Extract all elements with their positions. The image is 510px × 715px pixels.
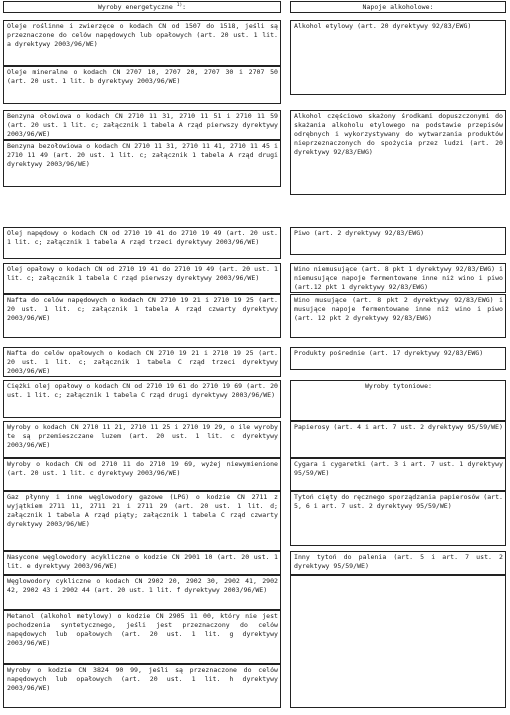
table-row: Nafta do celów opałowych o kodach CN 2710 19 21 i 2710 19 25 (art. 20 ust. 1 lit. c; załącznik 1 tabela C rząd trzeci dyrektywy 2003/96/WE)	[3, 347, 281, 377]
header-energy-label: Wyroby energetyczne	[97, 3, 173, 11]
table-row: Wino musujące (art. 8 pkt 2 dyrektywy 92/83/EWG) i musujące napoje fermentowane inne niż wino i piwo (art. 12 pkt 2 dyrektywy 92/83/EWG)	[290, 294, 506, 338]
empty-cell	[290, 575, 506, 708]
table-row: Oleje mineralne o kodach CN 2707 10, 2707 20, 2707 30 i 2707 50 (art. 20 ust. 1 lit. b dyrektywy 2003/96/WE)	[3, 66, 281, 104]
table-row: Benzyna bezołowiowa o kodach CN 2710 11 31, 2710 11 41, 2710 11 45 i 2710 11 49 (art. 20 ust. 1 lit. c; załącznik 1 tabela A rząd drugi dyrektywy 2003/96/WE)	[3, 140, 281, 187]
header-energy-products	[3, 1, 281, 13]
table-row: Węglowodory cykliczne o kodach CN 2902 20, 2902 30, 2902 41, 2902 42, 2902 43 i 2902 44 (art. 20 ust. 1 lit. f dyrektywy 2003/96/WE)	[3, 575, 281, 610]
table-row: Piwo (art. 2 dyrektywy 92/83/EWG)	[290, 227, 506, 255]
table-row: Alkohol etylowy (art. 20 dyrektywy 92/83/EWG)	[290, 20, 506, 95]
table-row: Olej napędowy o kodach CN od 2710 19 41 do 2710 19 49 (art. 20 ust. 1 lit. c; załącznik 1 tabela A rząd trzeci dyrektywy 2003/96/WE)	[3, 227, 281, 259]
table-row: Nasycone węglowodory acykliczne o kodzie CN 2901 10 (art. 20 ust. 1 lit. e dyrektywy 2003/96/WE)	[3, 551, 281, 575]
header-energy-colon: :	[182, 3, 187, 11]
header-footnote-marker: 1)	[176, 2, 183, 8]
table-row: Wino niemusujące (art. 8 pkt 1 dyrektywy 92/83/EWG) i niemusujące napoje fermentowane inne niż wino i piwo (art.12 pkt 1 dyrektywy 92/83/EWG)	[290, 263, 506, 293]
table-row: Wyroby o kodach CN od 2710 11 do 2710 19 69, wyżej niewymienione (art. 20 ust. 1 lit. c dyrektywy 2003/96/WE)	[3, 458, 281, 491]
header-alcoholic-beverages: Napoje alkoholowe:	[290, 1, 506, 13]
table-row: Ciężki olej opałowy o kodach CN od 2710 19 61 do 2710 19 69 (art. 20 ust. 1 lit. c; załącznik 1 tabela C rząd drugi dyrektywy 2003/96/WE)	[3, 380, 281, 418]
table-row: Papierosy (art. 4 i art. 7 ust. 2 dyrektywy 95/59/WE)	[290, 421, 506, 458]
table-row: Inny tytoń do palenia (art. 5 i art. 7 ust. 2 dyrektywy 95/59/WE)	[290, 551, 506, 575]
table-row: Tytoń cięty do ręcznego sporządzania papierosów (art. 5, 6 i art. 7 ust. 2 dyrektywy 95/59/WE)	[290, 491, 506, 546]
table-row: Benzyna ołowiowa o kodach CN 2710 11 31, 2710 11 51 i 2710 11 59 (art. 20 ust. 1 lit. c; załącznik 1 tabela A rząd pierwszy dyrektywy 2003/96/WE)	[3, 110, 281, 140]
table-row: Nafta do celów napędowych o kodach CN 2710 19 21 i 2710 19 25 (art. 20 ust. 1 lit. c; załącznik 1 tabela A rząd czwarty dyrektywy 2003/96/WE)	[3, 294, 281, 338]
table-row: Oleje roślinne i zwierzęce o kodach CN od 1507 do 1518, jeśli są przeznaczone do celów napędowych lub opałowych (art. 20 ust. 1 lit. a dyrektywy 2003/96/WE)	[3, 20, 281, 66]
table-row: Wyroby o kodach CN 2710 11 21, 2710 11 25 i 2710 19 29, o ile wyroby te są przemieszczane luzem (art. 20 ust. 1 lit. c dyrektywy 2003/96/WE)	[3, 421, 281, 458]
table-row: Gaz płynny i inne węglowodory gazowe (LPG) o kodzie CN 2711 z wyjątkiem 2711 11, 2711 21 i 2711 29 (art. 20 ust. 1 lit. d; załącznik 1 tabela A rząd piąty; załącznik 1 tabela C rząd czwarty dyrektywy 2003/96/WE)	[3, 491, 281, 551]
table-row: Cygara i cygaretki (art. 3 i art. 7 ust. 1 dyrektywy 95/59/WE)	[290, 458, 506, 491]
table-row: Olej opałowy o kodach CN od 2710 19 41 do 2710 19 49 (art. 20 ust. 1 lit. c; załącznik 1 tabela C rząd pierwszy dyrektywy 2003/96/WE)	[3, 263, 281, 294]
table-row: Alkohol częściowo skażony środkami dopuszczonymi do skażania alkoholu etylowego na podstawie przepisów odrębnych i wykorzystywany do wytwarzania produktów nieprzeznaczonych do spożycia przez ludzi (art. 20 dyrektywy 92/83/EWG)	[290, 110, 506, 195]
table-row: Wyroby o kodzie CN 3824 90 99, jeśli są przeznaczone do celów napędowych lub opałowych (art. 20 ust. 1 lit. h dyrektywy 2003/96/WE)	[3, 664, 281, 708]
table-row: Metanol (alkohol metylowy) o kodzie CN 2905 11 00, który nie jest pochodzenia syntetycznego, jeśli jest przeznaczony do celów napędowych lub opałowych (art. 20 ust. 1 lit. g dyrektywy 2003/96/WE)	[3, 610, 281, 664]
table-row: Produkty pośrednie (art. 17 dyrektywy 92/83/EWG)	[290, 347, 506, 370]
section-heading-tobacco: Wyroby tytoniowe:	[290, 380, 506, 421]
